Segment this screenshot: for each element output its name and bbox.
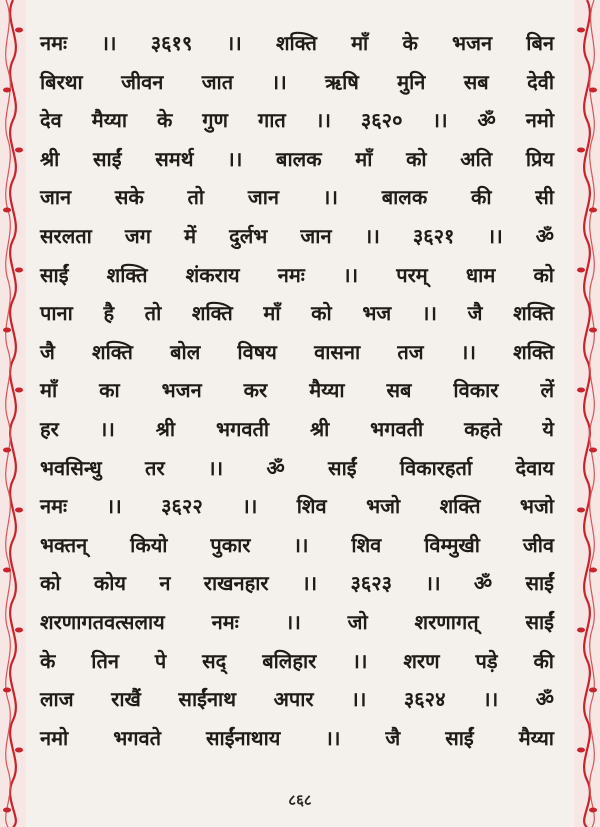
right-floral-border — [574, 0, 600, 827]
text-line: हर ।। श्री भगवती श्री भगवती कहते ये — [40, 416, 554, 441]
text-line: पाना है तो शक्ति माँ को भज ।। जै शक्ति — [40, 301, 554, 326]
left-floral-border — [0, 0, 26, 827]
text-line: श्री साईं समर्थ ।। बालक माँ को अति प्रिय — [40, 146, 554, 171]
text-line: जान सके तो जान ।। बालक की सी — [40, 185, 554, 210]
text-line: को कोय न राखनहार ।। ३६२३ ।। ॐ साईं — [40, 571, 554, 596]
text-line: शरणागतवत्सलाय नमः ।। जो शरणागत् साईं — [40, 609, 554, 634]
text-line: नमो भगवते साईंनाथाय ।। जै साईं मैय्या — [40, 725, 554, 750]
page-number: ८६८ — [288, 791, 312, 809]
text-line: सरलता जग में दुर्लभ जान ।। ३६२१ ।। ॐ — [40, 223, 554, 248]
text-line: के तिन पे सद् बलिहार ।। शरण पड़े की — [40, 648, 554, 673]
text-line: माँ का भजन कर मैय्या सब विकार लें — [40, 378, 554, 403]
text-line: भक्तन् कियो पुकार ।। शिव विम्मुखी जीव — [40, 532, 554, 557]
text-line: देव मैय्या के गुण गात ।। ३६२० ।। ॐ नमो — [40, 108, 554, 133]
text-line: साईं शक्ति शंकराय नमः ।। परम् धाम को — [40, 262, 554, 287]
text-line: जै शक्ति बोल विषय वासना तज ।। शक्ति — [40, 339, 554, 364]
text-line: लाज राखैं साईंनाथ अपार ।। ३६२४ ।। ॐ — [40, 687, 554, 712]
text-line: भवसिन्धु तर ।। ॐ साईं विकारहर्ता देवाय — [40, 455, 554, 480]
text-line: बिरथा जीवन जात ।। ऋषि मुनि सब देवी — [40, 69, 554, 94]
verse-text-block — [40, 24, 554, 757]
text-line: नमः ।। ३६२२ ।। शिव भजो शक्ति भजो — [40, 494, 554, 519]
text-line: नमः ।। ३६१९ ।। शक्ति माँ के भजन बिन — [40, 31, 554, 55]
